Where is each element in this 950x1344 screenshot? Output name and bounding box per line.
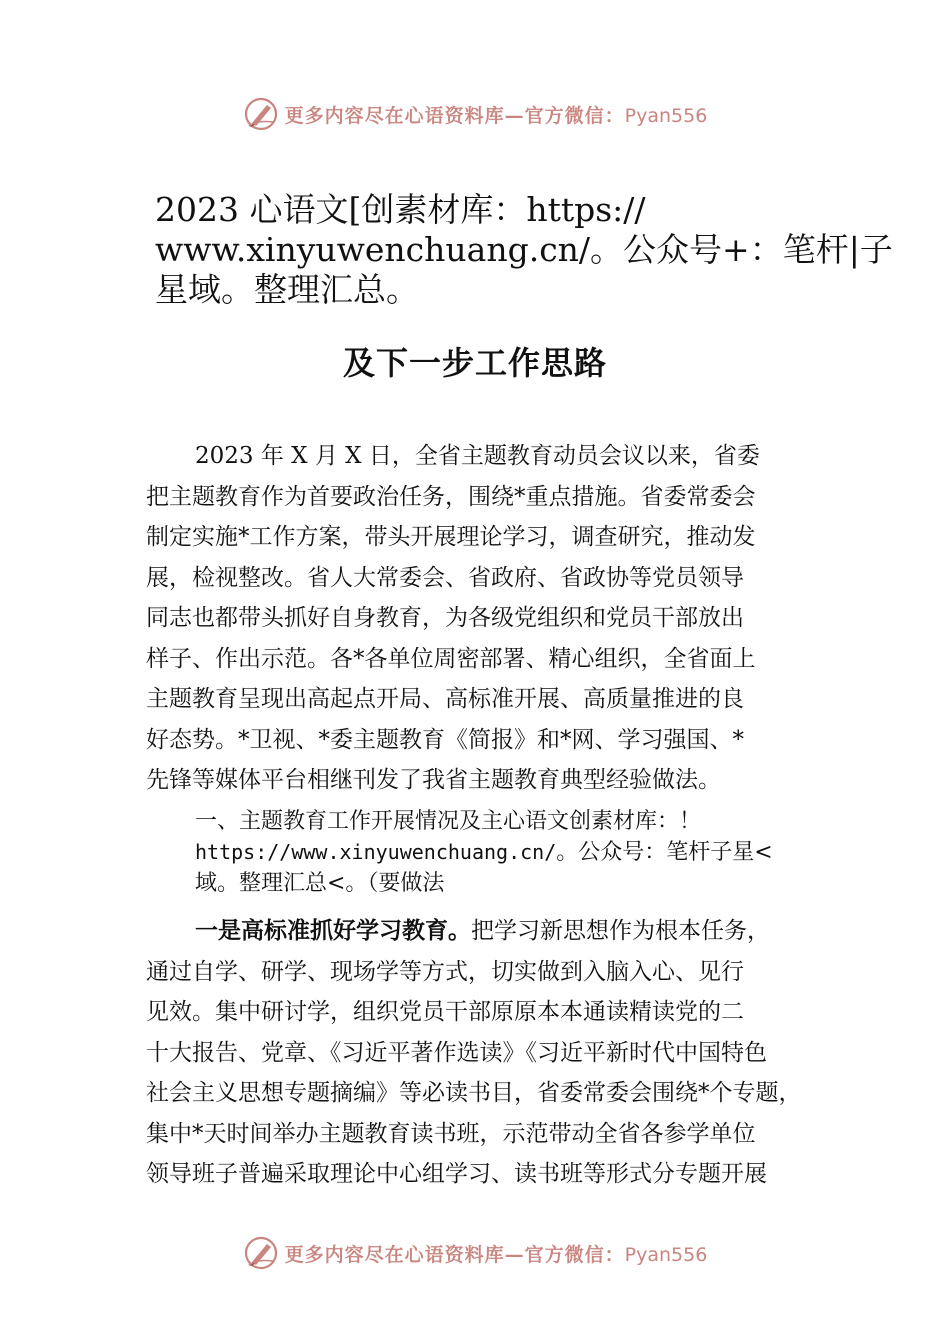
- paragraph-line: 样子、作出示范。各*各单位周密部署、精心组织，全省面上: [146, 645, 756, 672]
- paragraph-study: [146, 911, 846, 1195]
- watermark-text: 更多内容尽在心语资料库—官方微信：Pyan556: [284, 1243, 708, 1266]
- pen-logo-icon: [243, 1235, 279, 1271]
- watermark-top: [0, 94, 950, 134]
- watermark-bottom: [0, 1233, 950, 1273]
- section-url: https://www.xinyuwenchuang.cn/: [195, 840, 557, 864]
- header-line: 2023 心语文[创素材库：https://: [155, 190, 646, 229]
- paragraph-line: 领导班子普遍采取理论中心组学习、读书班等形式分专题开展: [146, 1161, 767, 1187]
- paragraph-line: 先锋等媒体平台相继刊发了我省主题教育典型经验做法。: [146, 767, 721, 793]
- watermark-text: 更多内容尽在心语资料库—官方微信：Pyan556: [284, 104, 708, 127]
- paragraph-line: 好态势。*卫视、*委主题教育《简报》和*网、学习强国、*: [146, 726, 744, 753]
- paragraph-line: 集中*天时间举办主题教育读书班，示范带动全省各参学单位: [146, 1120, 756, 1147]
- section-heading: [195, 806, 855, 899]
- paragraph-intro: [146, 436, 846, 801]
- paragraph-line: 通过自学、研学、现场学等方式，切实做到入脑入心、见行: [146, 958, 744, 985]
- pen-logo-icon: [243, 96, 279, 132]
- header-line: 星域。整理汇总。: [155, 270, 419, 309]
- paragraph-line: 把主题教育作为首要政治任务，围绕*重点措施。省委常委会: [146, 483, 756, 510]
- paragraph-line: 同志也都带头抓好自身教育，为各级党组织和党员干部放出: [146, 605, 744, 631]
- watermark-wechat-id: Pyan556: [624, 104, 708, 127]
- header-line: www.xinyuwenchuang.cn/。公众号+：笔杆|子: [155, 230, 893, 269]
- paragraph-bold-lead: 一是高标准抓好学习教育。: [195, 918, 471, 944]
- paragraph-line: 社会主义思想专题摘编》等必读书目，省委常委会围绕*个专题，: [146, 1080, 802, 1106]
- section-heading-line: [195, 837, 855, 868]
- paragraph-line: 2023 年 X 月 X 日，全省主题教育动员会议以来，省委: [195, 443, 760, 469]
- paragraph-line: 展，检视整改。省人大常委会、省政府、省政协等党员领导: [146, 564, 744, 591]
- paragraph-line: 主题教育呈现出高起点开局、高标准开展、高质量推进的良: [146, 686, 744, 712]
- section-heading-rest: 。公众号：笔杆子星<: [556, 840, 773, 865]
- paragraph-line-rest: 把学习新思想作为根本任务，: [471, 918, 770, 944]
- watermark-wechat-id: Pyan556: [624, 1243, 708, 1266]
- paragraph-line: 制定实施*工作方案，带头开展理论学习，调查研究，推动发: [146, 524, 756, 550]
- header-block: [155, 190, 893, 310]
- paragraph-line: [146, 911, 846, 952]
- paragraph-line: 十大报告、党章、《习近平著作选读》《习近平新时代中国特色: [146, 1039, 767, 1066]
- section-heading-line: 一、主题教育工作开展情况及主心语文创素材库：！: [195, 809, 702, 834]
- document-title: 及下一步工作思路: [342, 344, 607, 382]
- paragraph-line: 见效。集中研讨学，组织党员干部原原本本通读精读党的二: [146, 999, 744, 1025]
- section-heading-line: 域。整理汇总<。（要做法: [195, 871, 445, 896]
